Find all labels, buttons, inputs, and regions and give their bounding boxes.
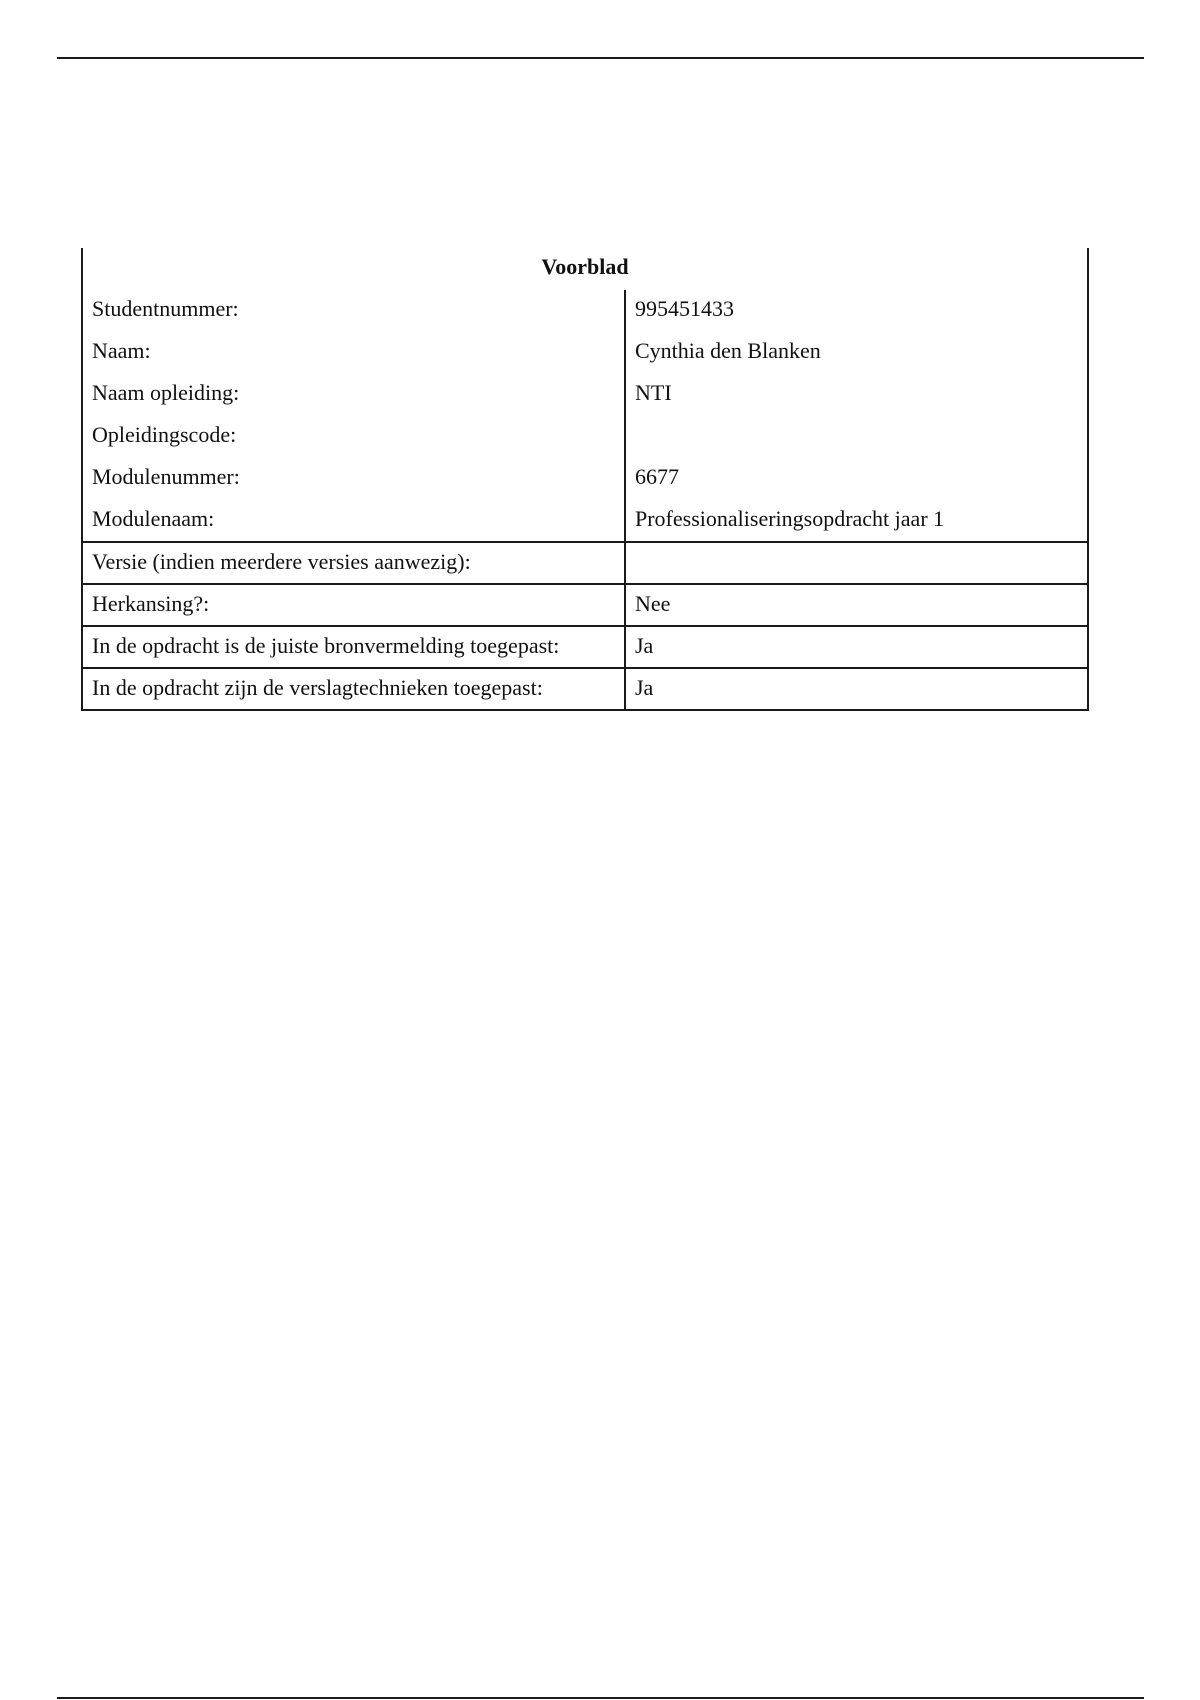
row-value-opleidingscode — [625, 416, 1088, 458]
row-label-versie: Versie (indien meerdere versies aanwezig): — [82, 542, 625, 584]
row-value-modulenaam: Professionaliseringsopdracht jaar 1 — [625, 500, 1088, 542]
cover-sheet-table — [81, 248, 1089, 711]
table-row — [82, 290, 1088, 332]
table-row — [82, 458, 1088, 500]
row-value-verslagtechnieken: Ja — [625, 668, 1088, 710]
table-row — [82, 416, 1088, 458]
table-title-row — [82, 248, 1088, 290]
row-label-bronvermelding: In de opdracht is de juiste bronvermelding toegepast: — [82, 626, 625, 668]
header-rule — [57, 57, 1144, 59]
table-row — [82, 626, 1088, 668]
row-label-verslagtechnieken: In de opdracht zijn de verslagtechnieken toegepast: — [82, 668, 625, 710]
row-label-naam: Naam: — [82, 332, 625, 374]
row-value-naam-opleiding: NTI — [625, 374, 1088, 416]
row-label-modulenummer: Modulenummer: — [82, 458, 625, 500]
table-row — [82, 542, 1088, 584]
row-value-herkansing: Nee — [625, 584, 1088, 626]
row-label-naam-opleiding: Naam opleiding: — [82, 374, 625, 416]
table-row — [82, 332, 1088, 374]
footer-rule — [57, 1697, 1144, 1699]
row-value-modulenummer: 6677 — [625, 458, 1088, 500]
row-value-studentnummer: 995451433 — [625, 290, 1088, 332]
row-label-studentnummer: Studentnummer: — [82, 290, 625, 332]
row-label-modulenaam: Modulenaam: — [82, 500, 625, 542]
row-value-bronvermelding: Ja — [625, 626, 1088, 668]
row-label-herkansing: Herkansing?: — [82, 584, 625, 626]
table-row — [82, 584, 1088, 626]
table-row — [82, 668, 1088, 710]
row-label-opleidingscode: Opleidingscode: — [82, 416, 625, 458]
table-row — [82, 500, 1088, 542]
table-title: Voorblad — [82, 248, 1088, 290]
table-row — [82, 374, 1088, 416]
row-value-naam: Cynthia den Blanken — [625, 332, 1088, 374]
row-value-versie — [625, 542, 1088, 584]
